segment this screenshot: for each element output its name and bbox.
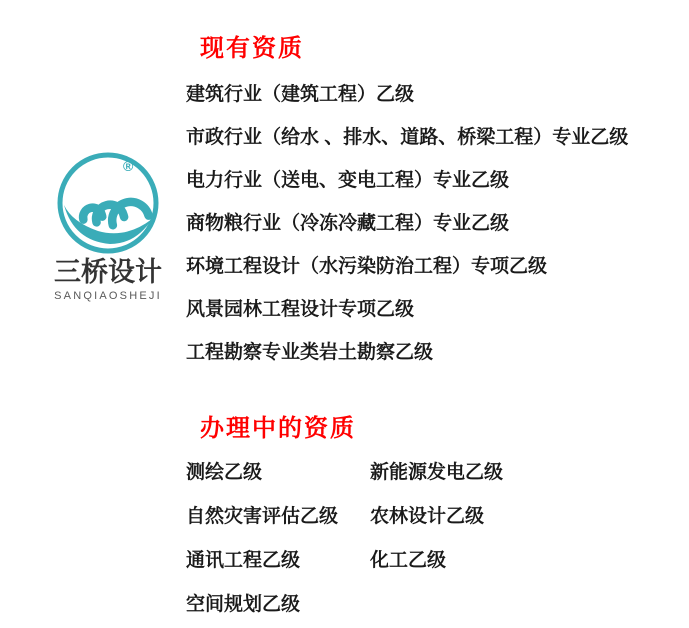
logo-romanized-name: SANQIAOSHEJI	[54, 290, 162, 302]
qualification-item: 农林设计乙级	[370, 506, 485, 527]
qualification-item: 工程勘察专业类岩土勘察乙级	[186, 342, 434, 363]
qualification-item: 通讯工程乙级	[186, 550, 301, 571]
current-qualifications-list	[186, 85, 628, 386]
pending-qualifications-column-1	[186, 463, 338, 628]
qualification-item: 环境工程设计（水污染防治工程）专项乙级	[186, 256, 548, 277]
qualification-item: 新能源发电乙级	[370, 462, 504, 483]
qualification-item: 自然灾害评估乙级	[186, 506, 339, 527]
pending-qualifications-column-2	[370, 463, 503, 595]
logo-company-name: 三桥设计	[54, 257, 162, 287]
qualification-item: 空间规划乙级	[186, 594, 301, 615]
qualification-item: 建筑行业（建筑工程）乙级	[186, 84, 415, 105]
qualification-item: 测绘乙级	[186, 462, 263, 483]
qualification-item: 市政行业（给水 、排水、道路、桥梁工程）专业乙级	[186, 127, 629, 148]
qualification-item: 化工乙级	[370, 550, 447, 571]
section-title-pending-qualifications: 办理中的资质	[200, 415, 356, 442]
qualification-item: 风景园林工程设计专项乙级	[186, 299, 415, 320]
wave-logo-icon	[56, 151, 160, 255]
qualification-item: 电力行业（送电、变电工程）专业乙级	[186, 170, 510, 191]
qualification-item: 商物粮行业（冷冻冷藏工程）专业乙级	[186, 213, 510, 234]
section-title-current-qualifications: 现有资质	[200, 35, 304, 62]
registered-trademark-icon: ®	[123, 158, 134, 174]
